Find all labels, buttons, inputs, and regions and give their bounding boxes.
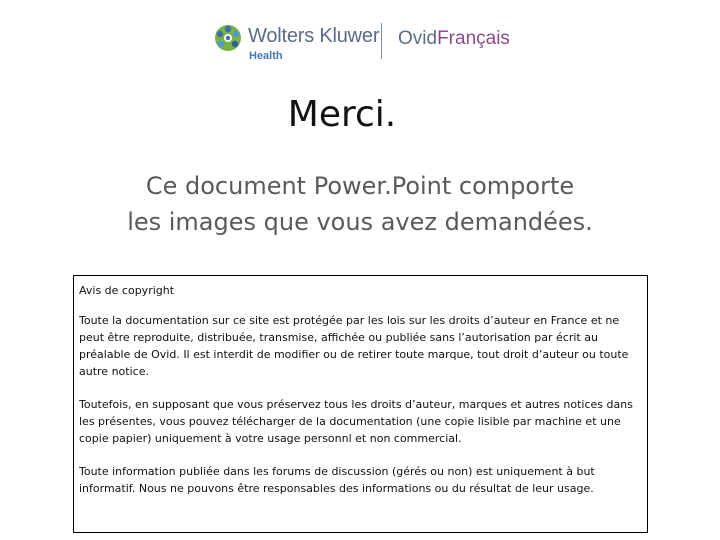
logo-header bbox=[0, 18, 720, 68]
ovid-wordmark-part1: Ovid bbox=[398, 28, 438, 49]
copyright-notice-box bbox=[73, 275, 648, 533]
health-sublabel: Health bbox=[249, 50, 283, 62]
ovid-francais-wordmark bbox=[398, 28, 510, 50]
subtitle-line-2: les images que vous avez demandées. bbox=[127, 208, 593, 236]
copyright-paragraph-1: Toute la documentation sur ce site est protégée par les lois sur les droits d’auteur en France et ne peut être reproduite, distribuée, transmise, affichée ou publiée sans l’autorisation par écrit au préalable de Ovid. Il est interdit de modifier ou de retirer toute marque, tout droit d’auteur ou toute autre notice. bbox=[79, 314, 629, 378]
copyright-heading: Avis de copyright bbox=[79, 284, 175, 297]
subtitle-line-1: Ce document Power.Point comporte bbox=[145, 172, 575, 200]
slide-subtitle bbox=[0, 168, 720, 240]
wolters-kluwer-logo-icon bbox=[214, 24, 242, 52]
wolters-kluwer-wordmark: Wolters Kluwer bbox=[248, 25, 380, 47]
ovid-wordmark-part2: Français bbox=[437, 28, 510, 49]
slide-title: Merci. bbox=[287, 94, 397, 135]
logo-divider bbox=[381, 23, 382, 59]
copyright-paragraph-3: Toute information publiée dans les forums de discussion (gérés ou non) est uniquement à but informatif. Nous ne pouvons être responsables des informations ou du résultat de leur usage. bbox=[79, 465, 595, 495]
copyright-paragraph-2: Toutefois, en supposant que vous préservez tous les droits d’auteur, marques et autres notices dans les présentes, vous pouvez télécharger de la documentation (une copie lisible par machine et une copie papier) uniquement à votre usage personnl et non commercial. bbox=[79, 398, 633, 445]
